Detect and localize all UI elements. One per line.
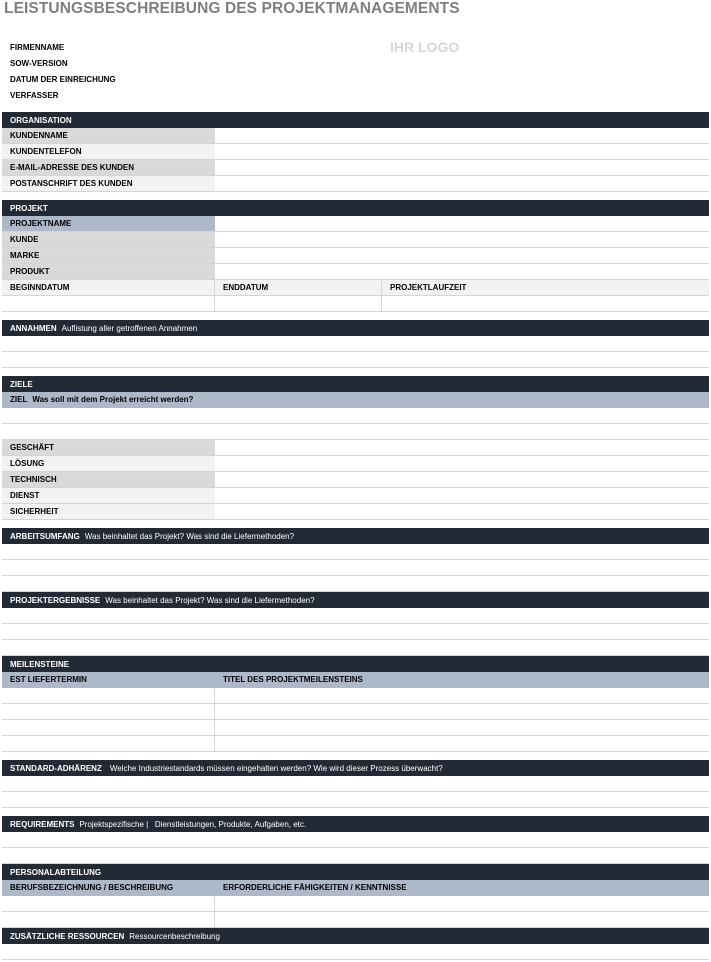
form-row-client-address [2, 176, 709, 192]
field-label: PRODUKT [2, 264, 215, 279]
skills-input[interactable] [215, 912, 709, 927]
section-description: Was beinhaltet das Projekt? Was sind die Liefermethoden? [105, 595, 315, 605]
meta-company-name: FIRMENNAME [10, 43, 65, 52]
section-title: ZIELE [10, 379, 33, 389]
section-header-arbeitsumfang [2, 528, 709, 544]
text-input-row[interactable] [2, 408, 709, 424]
job-title-input[interactable] [2, 912, 215, 927]
page-title: LEISTUNGSBESCHREIBUNG DES PROJEKTMANAGEMENTS [4, 0, 460, 17]
field-label: POSTANSCHRIFT DES KUNDEN [2, 176, 215, 191]
delivery-date-input[interactable] [2, 720, 215, 735]
subheader-description: Was soll mit dem Projekt erreicht werden? [32, 395, 194, 404]
field-label: KUNDENTELEFON [2, 144, 215, 159]
form-row-service [2, 488, 709, 504]
text-input-row[interactable] [2, 624, 709, 640]
section-header-requirements [2, 816, 709, 832]
col-header-skills: ERFORDERLICHE FÄHIGKEITEN / KENNTNISSE [223, 883, 407, 892]
section-title: STANDARD-ADHÄRENZ Welche Industriestandards müssen eingehalten werden? Wie wird dieser Prozess überwacht? [10, 763, 443, 773]
section-header-annahmen [2, 320, 709, 336]
subheader-title: ZIEL Was soll mit dem Projekt erreicht werden? [10, 395, 194, 404]
field-label: KUNDENNAME [2, 128, 215, 143]
section-description: Ressourcenbeschreibung [129, 931, 220, 941]
end-date-input[interactable] [215, 296, 382, 311]
section-description: Was beinhaltet das Projekt? Was sind die Liefermethoden? [84, 531, 295, 541]
text-input-row[interactable] [2, 608, 709, 624]
milestone-row [2, 688, 709, 704]
form-row-business [2, 440, 709, 456]
section-description: Auflistung aller getroffenen Annahmen [61, 323, 198, 333]
section-title: ORGANISATION [10, 115, 72, 125]
delivery-date-input[interactable] [2, 704, 215, 719]
field-label: KUNDE [2, 232, 215, 247]
start-date-input[interactable] [2, 296, 215, 311]
section-description: Projektspezifische | Dienstleistungen, Produkte, Aufgaben, etc. [79, 819, 307, 829]
field-input[interactable] [215, 128, 709, 143]
job-title-input[interactable] [2, 896, 215, 911]
form-row-product [2, 264, 709, 280]
col-header-delivery-date: EST LIEFERTERMIN [10, 675, 87, 684]
col-header-end-date: ENDDATUM [215, 280, 382, 295]
text-input-row[interactable] [2, 792, 709, 808]
delivery-date-input[interactable] [2, 736, 215, 751]
text-input-row[interactable] [2, 576, 709, 592]
section-title: ARBEITSUMFANG Was beinhaltet das Projekt? Was sind die Liefermethoden? [10, 531, 295, 541]
col-header-job-title: BERUFSBEZEICHNUNG / BESCHREIBUNG [10, 883, 174, 892]
col-header-duration: PROJEKTLAUFZEIT [390, 283, 467, 292]
field-label: MARKE [2, 248, 215, 263]
milestone-row [2, 704, 709, 720]
form-row-brand [2, 248, 709, 264]
field-label: PROJEKTNAME [2, 216, 215, 231]
text-input-row[interactable] [2, 832, 709, 848]
field-input[interactable] [215, 264, 709, 279]
section-title: PERSONALABTEILUNG [10, 867, 102, 877]
field-input[interactable] [215, 504, 709, 519]
field-label: SICHERHEIT [2, 504, 215, 519]
meta-sow-version: SOW-VERSION [10, 59, 68, 68]
form-row-client-email [2, 160, 709, 176]
field-input[interactable] [215, 248, 709, 263]
field-input[interactable] [215, 456, 709, 471]
field-input[interactable] [215, 440, 709, 455]
form-row-technical [2, 472, 709, 488]
milestone-title-input[interactable] [215, 688, 709, 703]
delivery-date-input[interactable] [2, 688, 215, 703]
section-header-personal [2, 864, 709, 880]
text-input-row[interactable] [2, 352, 709, 368]
section-title: PROJEKT [10, 203, 48, 213]
meta-author: VERFASSER [10, 91, 59, 100]
section-header-projektergebnisse [2, 592, 709, 608]
personal-row [2, 912, 709, 928]
section-header-ziele [2, 376, 709, 392]
meta-submission-date: DATUM DER EINREICHUNG [10, 75, 116, 84]
field-label: DIENST [2, 488, 215, 503]
milestone-row [2, 720, 709, 736]
section-header-projekt [2, 200, 709, 216]
section-header-standard [2, 760, 709, 776]
form-row-security [2, 504, 709, 520]
col-header-start-date: BEGINNDATUM [2, 280, 215, 295]
field-input[interactable] [215, 144, 709, 159]
section-title: PROJEKTERGEBNISSE Was beinhaltet das Projekt? Was sind die Liefermethoden? [10, 595, 315, 605]
field-label: E-MAIL-ADRESSE DES KUNDEN [2, 160, 215, 175]
text-input-row[interactable] [2, 848, 709, 864]
form-row-client-phone [2, 144, 709, 160]
form-row-project-name [2, 216, 709, 232]
form-row-client-name [2, 128, 709, 144]
section-header-ressourcen [2, 928, 709, 944]
personal-row [2, 896, 709, 912]
text-input-row[interactable] [2, 640, 709, 656]
form-row-solution [2, 456, 709, 472]
logo-placeholder: IHR LOGO [390, 39, 460, 55]
field-input[interactable] [215, 488, 709, 503]
section-description: Welche Industriestandards müssen eingehalten werden? Wie wird dieser Prozess überwacht? [109, 763, 443, 773]
date-columns-header [2, 280, 709, 296]
section-title: ANNAHMEN Auflistung aller getroffenen Annahmen [10, 323, 198, 333]
field-label: GESCHÄFT [2, 440, 215, 455]
section-header-meilensteine [2, 656, 709, 672]
section-title: MEILENSTEINE [10, 659, 70, 669]
text-input-row[interactable] [2, 336, 709, 352]
section-title: ZUSÄTZLICHE RESSOURCEN Ressourcenbeschreibung [10, 931, 220, 941]
date-columns-values [2, 296, 709, 312]
text-input-row[interactable] [2, 944, 709, 960]
section-title: REQUIREMENTS Projektspezifische | Dienstleistungen, Produkte, Aufgaben, etc. [10, 819, 307, 829]
text-input-row[interactable] [2, 424, 709, 440]
text-input-row[interactable] [2, 560, 709, 576]
milestone-title-input[interactable] [215, 704, 709, 719]
text-input-row[interactable] [2, 776, 709, 792]
field-input[interactable] [215, 160, 709, 175]
field-input[interactable] [215, 216, 709, 231]
form-row-customer [2, 232, 709, 248]
field-input[interactable] [215, 176, 709, 191]
milestone-row [2, 736, 709, 752]
field-input[interactable] [215, 472, 709, 487]
skills-input[interactable] [215, 896, 709, 911]
text-input-row[interactable] [2, 544, 709, 560]
milestone-title-input[interactable] [215, 720, 709, 735]
personal-columns-header [2, 880, 709, 896]
field-label: TECHNISCH [2, 472, 215, 487]
subheader-ziel [2, 392, 709, 408]
field-input[interactable] [215, 232, 709, 247]
duration-input[interactable] [382, 296, 709, 311]
section-header-organisation [2, 112, 709, 128]
milestone-title-input[interactable] [215, 736, 709, 751]
milestones-columns-header [2, 672, 709, 688]
field-label: LÖSUNG [2, 456, 215, 471]
col-header-milestone-title: TITEL DES PROJEKTMEILENSTEINS [223, 675, 363, 684]
